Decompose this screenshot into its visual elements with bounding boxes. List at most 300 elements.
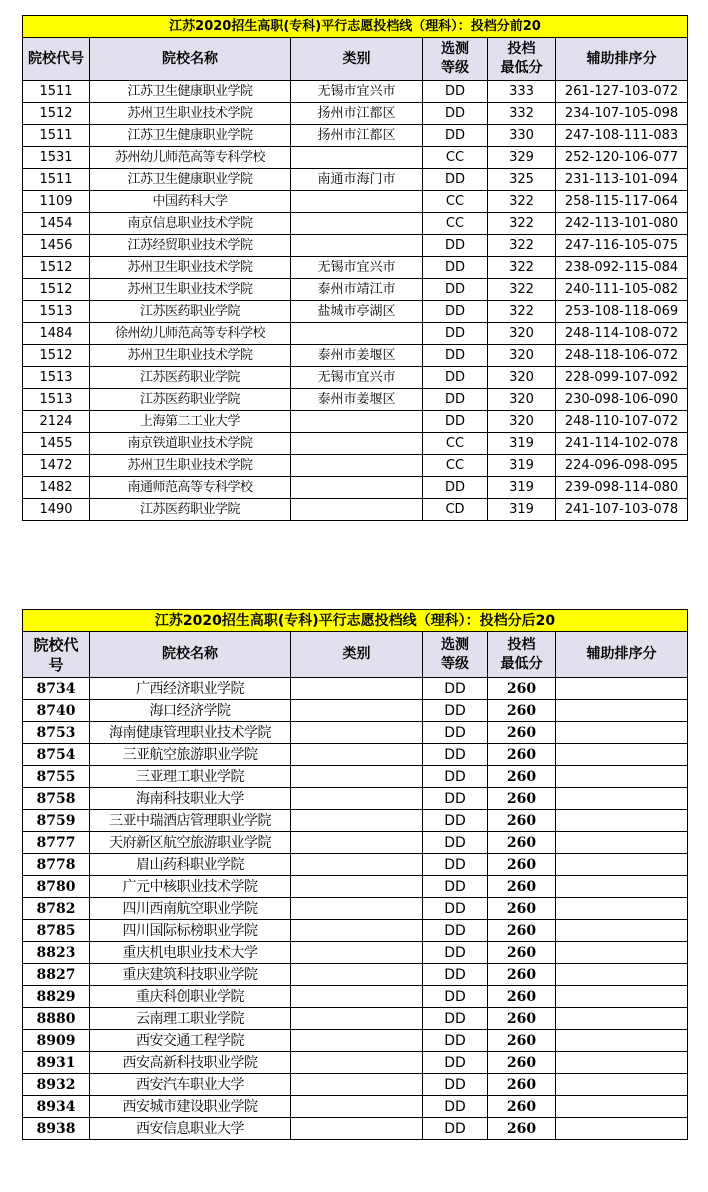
table-row (23, 169, 688, 191)
cell-score: 260 (488, 898, 556, 920)
cell-name: 广西经济职业学院 (90, 678, 291, 700)
cell-score: 260 (488, 876, 556, 898)
table-row (23, 854, 688, 876)
cell-name: 海口经济学院 (90, 700, 291, 722)
cell-category (291, 1008, 423, 1030)
cell-score: 320 (488, 389, 556, 411)
cell-code: 1512 (23, 345, 90, 367)
table-row (23, 279, 688, 301)
cell-category (291, 920, 423, 942)
cell-aux: 240-111-105-082 (556, 279, 688, 301)
header-code-line1: 院校代 (33, 635, 79, 654)
cell-code: 8823 (23, 942, 90, 964)
cell-name: 苏州卫生职业技术学院 (90, 257, 291, 279)
cell-score: 260 (488, 744, 556, 766)
cell-name: 眉山药科职业学院 (90, 854, 291, 876)
cell-name: 江苏医药职业学院 (90, 367, 291, 389)
cell-score: 319 (488, 499, 556, 521)
table-row (23, 191, 688, 213)
cell-code: 8782 (23, 898, 90, 920)
cell-grade: DD (423, 810, 488, 832)
cell-grade: DD (423, 81, 488, 103)
cell-name: 江苏医药职业学院 (90, 499, 291, 521)
cell-score: 333 (488, 81, 556, 103)
header-name: 院校名称 (90, 632, 291, 678)
header-aux: 辅助排序分 (556, 632, 688, 678)
cell-category (291, 744, 423, 766)
cell-aux (556, 766, 688, 788)
cell-grade: DD (423, 832, 488, 854)
cell-aux: 247-116-105-075 (556, 235, 688, 257)
cell-score: 260 (488, 766, 556, 788)
cell-category: 泰州市姜堰区 (291, 345, 423, 367)
cell-category (291, 147, 423, 169)
cell-category (291, 854, 423, 876)
cell-code: 1512 (23, 257, 90, 279)
cell-code: 1472 (23, 455, 90, 477)
cell-grade: DD (423, 1074, 488, 1096)
cell-code: 8734 (23, 678, 90, 700)
cell-grade: DD (423, 700, 488, 722)
table-row (23, 477, 688, 499)
cell-category: 盐城市亭湖区 (291, 301, 423, 323)
cell-code: 8785 (23, 920, 90, 942)
table-row (23, 323, 688, 345)
table-row (23, 810, 688, 832)
table-row (23, 986, 688, 1008)
cell-code: 8758 (23, 788, 90, 810)
cell-aux (556, 854, 688, 876)
cell-aux: 258-115-117-064 (556, 191, 688, 213)
cell-name: 三亚中瑞酒店管理职业学院 (90, 810, 291, 832)
header-score-line2: 最低分 (500, 655, 543, 672)
cell-name: 广元中核职业技术学院 (90, 876, 291, 898)
cell-category (291, 213, 423, 235)
cell-name: 天府新区航空旅游职业学院 (90, 832, 291, 854)
cell-aux: 224-096-098-095 (556, 455, 688, 477)
cell-code: 1455 (23, 433, 90, 455)
table-row (23, 898, 688, 920)
cell-grade: CC (423, 147, 488, 169)
cell-name: 西安汽车职业大学 (90, 1074, 291, 1096)
top20-table (22, 15, 688, 521)
cell-score: 322 (488, 279, 556, 301)
cell-category (291, 964, 423, 986)
cell-aux (556, 964, 688, 986)
cell-score: 260 (488, 1008, 556, 1030)
cell-category: 扬州市江都区 (291, 125, 423, 147)
header-score (488, 38, 556, 81)
cell-score: 322 (488, 301, 556, 323)
cell-name: 三亚理工职业学院 (90, 766, 291, 788)
cell-score: 319 (488, 455, 556, 477)
cell-category (291, 1118, 423, 1140)
cell-aux (556, 832, 688, 854)
cell-grade: DD (423, 389, 488, 411)
cell-name: 中国药科大学 (90, 191, 291, 213)
table-row (23, 257, 688, 279)
cell-grade: DD (423, 920, 488, 942)
table-row (23, 700, 688, 722)
table-row (23, 81, 688, 103)
cell-grade: DD (423, 766, 488, 788)
cell-name: 江苏医药职业学院 (90, 301, 291, 323)
cell-category (291, 722, 423, 744)
cell-score: 260 (488, 678, 556, 700)
cell-code: 8880 (23, 1008, 90, 1030)
cell-code: 1490 (23, 499, 90, 521)
cell-code: 1482 (23, 477, 90, 499)
cell-name: 江苏卫生健康职业学院 (90, 169, 291, 191)
cell-grade: DD (423, 169, 488, 191)
cell-aux: 252-120-106-077 (556, 147, 688, 169)
table-row (23, 499, 688, 521)
table-row (23, 1030, 688, 1052)
table-row (23, 345, 688, 367)
cell-aux (556, 1074, 688, 1096)
cell-score: 319 (488, 433, 556, 455)
header-name: 院校名称 (90, 38, 291, 81)
cell-aux (556, 1052, 688, 1074)
cell-name: 海南科技职业大学 (90, 788, 291, 810)
cell-grade: DD (423, 1008, 488, 1030)
cell-code: 8932 (23, 1074, 90, 1096)
cell-grade: DD (423, 301, 488, 323)
cell-code: 8827 (23, 964, 90, 986)
cell-aux (556, 986, 688, 1008)
cell-code: 8931 (23, 1052, 90, 1074)
cell-score: 320 (488, 367, 556, 389)
cell-code: 8740 (23, 700, 90, 722)
cell-aux (556, 722, 688, 744)
header-grade-line2: 等级 (441, 655, 469, 672)
cell-aux (556, 1008, 688, 1030)
cell-score: 260 (488, 1074, 556, 1096)
table-row (23, 367, 688, 389)
cell-score: 260 (488, 810, 556, 832)
cell-grade: DD (423, 477, 488, 499)
table-row (23, 301, 688, 323)
table-row (23, 147, 688, 169)
table-row (23, 235, 688, 257)
cell-score: 329 (488, 147, 556, 169)
cell-grade: DD (423, 1096, 488, 1118)
cell-grade: DD (423, 1118, 488, 1140)
cell-name: 江苏经贸职业技术学院 (90, 235, 291, 257)
table-title: 江苏2020招生高职(专科)平行志愿投档线（理科）：投档分后20 (23, 610, 688, 632)
header-code-line2: 号 (48, 655, 64, 674)
table-row (23, 942, 688, 964)
header-grade-line1: 选测 (441, 636, 469, 653)
cell-code: 8780 (23, 876, 90, 898)
cell-code: 1512 (23, 279, 90, 301)
header-grade (423, 38, 488, 81)
cell-code: 1456 (23, 235, 90, 257)
cell-category (291, 411, 423, 433)
cell-grade: DD (423, 854, 488, 876)
header-code: 院校代号 (23, 38, 90, 81)
cell-aux (556, 1096, 688, 1118)
cell-name: 四川西南航空职业学院 (90, 898, 291, 920)
header-score (488, 632, 556, 678)
cell-code: 1109 (23, 191, 90, 213)
table-row (23, 213, 688, 235)
cell-score: 320 (488, 323, 556, 345)
table-row (23, 1008, 688, 1030)
cell-score: 260 (488, 832, 556, 854)
cell-aux: 247-108-111-083 (556, 125, 688, 147)
cell-grade: DD (423, 986, 488, 1008)
header-category: 类别 (291, 632, 423, 678)
cell-aux: 242-113-101-080 (556, 213, 688, 235)
cell-category (291, 678, 423, 700)
cell-score: 322 (488, 213, 556, 235)
cell-score: 260 (488, 854, 556, 876)
cell-aux (556, 700, 688, 722)
cell-category: 无锡市宜兴市 (291, 257, 423, 279)
cell-aux (556, 678, 688, 700)
cell-grade: DD (423, 876, 488, 898)
cell-category: 泰州市姜堰区 (291, 389, 423, 411)
table-row (23, 433, 688, 455)
cell-aux (556, 920, 688, 942)
cell-name: 云南理工职业学院 (90, 1008, 291, 1030)
cell-name: 四川国际标榜职业学院 (90, 920, 291, 942)
cell-name: 江苏卫生健康职业学院 (90, 125, 291, 147)
cell-category (291, 1074, 423, 1096)
cell-aux: 234-107-105-098 (556, 103, 688, 125)
cell-code: 1511 (23, 81, 90, 103)
cell-category (291, 235, 423, 257)
cell-name: 南京信息职业技术学院 (90, 213, 291, 235)
cell-category (291, 499, 423, 521)
cell-grade: DD (423, 744, 488, 766)
cell-score: 319 (488, 477, 556, 499)
cell-name: 徐州幼儿师范高等专科学校 (90, 323, 291, 345)
cell-grade: DD (423, 345, 488, 367)
cell-score: 332 (488, 103, 556, 125)
cell-code: 8829 (23, 986, 90, 1008)
cell-aux: 241-114-102-078 (556, 433, 688, 455)
table-row (23, 920, 688, 942)
table-row (23, 1096, 688, 1118)
cell-code: 8759 (23, 810, 90, 832)
table-row (23, 411, 688, 433)
cell-score: 320 (488, 345, 556, 367)
cell-code: 8753 (23, 722, 90, 744)
table-title: 江苏2020招生高职(专科)平行志愿投档线（理科）：投档分前20 (23, 16, 688, 38)
cell-aux: 248-114-108-072 (556, 323, 688, 345)
cell-code: 1513 (23, 389, 90, 411)
cell-grade: DD (423, 257, 488, 279)
cell-code: 1531 (23, 147, 90, 169)
header-score-line2: 最低分 (500, 60, 543, 76)
cell-category (291, 1030, 423, 1052)
cell-grade: DD (423, 788, 488, 810)
cell-aux: 248-110-107-072 (556, 411, 688, 433)
cell-grade: DD (423, 279, 488, 301)
table-row (23, 125, 688, 147)
cell-name: 西安交通工程学院 (90, 1030, 291, 1052)
cell-name: 江苏卫生健康职业学院 (90, 81, 291, 103)
cell-category (291, 1096, 423, 1118)
cell-score: 260 (488, 700, 556, 722)
cell-code: 8755 (23, 766, 90, 788)
cell-aux (556, 788, 688, 810)
cell-grade: DD (423, 964, 488, 986)
cell-code: 8778 (23, 854, 90, 876)
cell-name: 南京铁道职业技术学院 (90, 433, 291, 455)
cell-name: 苏州卫生职业技术学院 (90, 455, 291, 477)
cell-code: 8934 (23, 1096, 90, 1118)
cell-grade: CC (423, 191, 488, 213)
cell-score: 260 (488, 986, 556, 1008)
cell-aux: 230-098-106-090 (556, 389, 688, 411)
cell-code: 1454 (23, 213, 90, 235)
cell-name: 苏州卫生职业技术学院 (90, 103, 291, 125)
header-code (23, 632, 90, 678)
cell-category: 南通市海门市 (291, 169, 423, 191)
header-score-line1: 投档 (507, 41, 536, 57)
cell-name: 南通师范高等专科学校 (90, 477, 291, 499)
cell-category: 扬州市江都区 (291, 103, 423, 125)
cell-aux (556, 810, 688, 832)
cell-category (291, 810, 423, 832)
table-row (23, 766, 688, 788)
cell-name: 苏州幼儿师范高等专科学校 (90, 147, 291, 169)
cell-grade: DD (423, 411, 488, 433)
cell-grade: DD (423, 942, 488, 964)
cell-score: 260 (488, 1118, 556, 1140)
cell-score: 325 (488, 169, 556, 191)
cell-code: 8938 (23, 1118, 90, 1140)
table-row (23, 832, 688, 854)
header-aux: 辅助排序分 (556, 38, 688, 81)
cell-aux (556, 898, 688, 920)
cell-aux: 239-098-114-080 (556, 477, 688, 499)
cell-code: 1513 (23, 367, 90, 389)
cell-name: 重庆建筑科技职业学院 (90, 964, 291, 986)
cell-code: 1511 (23, 169, 90, 191)
cell-grade: DD (423, 1030, 488, 1052)
cell-score: 260 (488, 920, 556, 942)
cell-aux: 248-118-106-072 (556, 345, 688, 367)
cell-score: 260 (488, 1096, 556, 1118)
cell-code: 8754 (23, 744, 90, 766)
cell-name: 西安信息职业大学 (90, 1118, 291, 1140)
cell-grade: DD (423, 898, 488, 920)
cell-aux (556, 1030, 688, 1052)
cell-category (291, 433, 423, 455)
cell-category (291, 455, 423, 477)
cell-category (291, 323, 423, 345)
header-grade-line2: 等级 (441, 60, 469, 76)
cell-score: 330 (488, 125, 556, 147)
cell-grade: DD (423, 323, 488, 345)
table-row (23, 389, 688, 411)
table-row (23, 1118, 688, 1140)
cell-code: 2124 (23, 411, 90, 433)
cell-category (291, 766, 423, 788)
cell-grade: DD (423, 1052, 488, 1074)
cell-name: 海南健康管理职业技术学院 (90, 722, 291, 744)
cell-code: 1512 (23, 103, 90, 125)
cell-score: 260 (488, 942, 556, 964)
cell-grade: CC (423, 455, 488, 477)
table-row (23, 1052, 688, 1074)
table-row (23, 678, 688, 700)
table-row (23, 964, 688, 986)
bottom20-table (22, 609, 688, 1140)
cell-code: 1511 (23, 125, 90, 147)
cell-aux: 231-113-101-094 (556, 169, 688, 191)
cell-aux: 228-099-107-092 (556, 367, 688, 389)
cell-aux: 238-092-115-084 (556, 257, 688, 279)
cell-score: 260 (488, 1030, 556, 1052)
cell-score: 260 (488, 964, 556, 986)
cell-name: 江苏医药职业学院 (90, 389, 291, 411)
cell-grade: CC (423, 433, 488, 455)
cell-category (291, 1052, 423, 1074)
header-category: 类别 (291, 38, 423, 81)
cell-score: 260 (488, 788, 556, 810)
table-row (23, 103, 688, 125)
cell-grade: CD (423, 499, 488, 521)
cell-grade: DD (423, 235, 488, 257)
cell-category: 无锡市宜兴市 (291, 367, 423, 389)
table-row (23, 1074, 688, 1096)
cell-score: 260 (488, 722, 556, 744)
cell-score: 322 (488, 235, 556, 257)
table-row (23, 744, 688, 766)
cell-name: 上海第二工业大学 (90, 411, 291, 433)
header-grade (423, 632, 488, 678)
cell-name: 苏州卫生职业技术学院 (90, 345, 291, 367)
cell-grade: DD (423, 722, 488, 744)
table-row (23, 788, 688, 810)
cell-score: 322 (488, 191, 556, 213)
cell-grade: DD (423, 125, 488, 147)
cell-name: 重庆科创职业学院 (90, 986, 291, 1008)
cell-category (291, 700, 423, 722)
cell-name: 西安城市建设职业学院 (90, 1096, 291, 1118)
cell-code: 8777 (23, 832, 90, 854)
cell-category (291, 876, 423, 898)
cell-grade: DD (423, 103, 488, 125)
cell-category (291, 788, 423, 810)
cell-grade: CC (423, 213, 488, 235)
cell-category (291, 986, 423, 1008)
cell-score: 322 (488, 257, 556, 279)
cell-category: 泰州市靖江市 (291, 279, 423, 301)
cell-aux (556, 876, 688, 898)
cell-name: 苏州卫生职业技术学院 (90, 279, 291, 301)
cell-category (291, 477, 423, 499)
cell-aux (556, 744, 688, 766)
cell-code: 8909 (23, 1030, 90, 1052)
cell-category (291, 832, 423, 854)
cell-score: 320 (488, 411, 556, 433)
cell-aux: 261-127-103-072 (556, 81, 688, 103)
cell-aux: 241-107-103-078 (556, 499, 688, 521)
cell-category (291, 942, 423, 964)
cell-grade: DD (423, 678, 488, 700)
table-row (23, 722, 688, 744)
header-grade-line1: 选测 (441, 41, 469, 57)
cell-category (291, 191, 423, 213)
cell-code: 1484 (23, 323, 90, 345)
cell-category (291, 898, 423, 920)
